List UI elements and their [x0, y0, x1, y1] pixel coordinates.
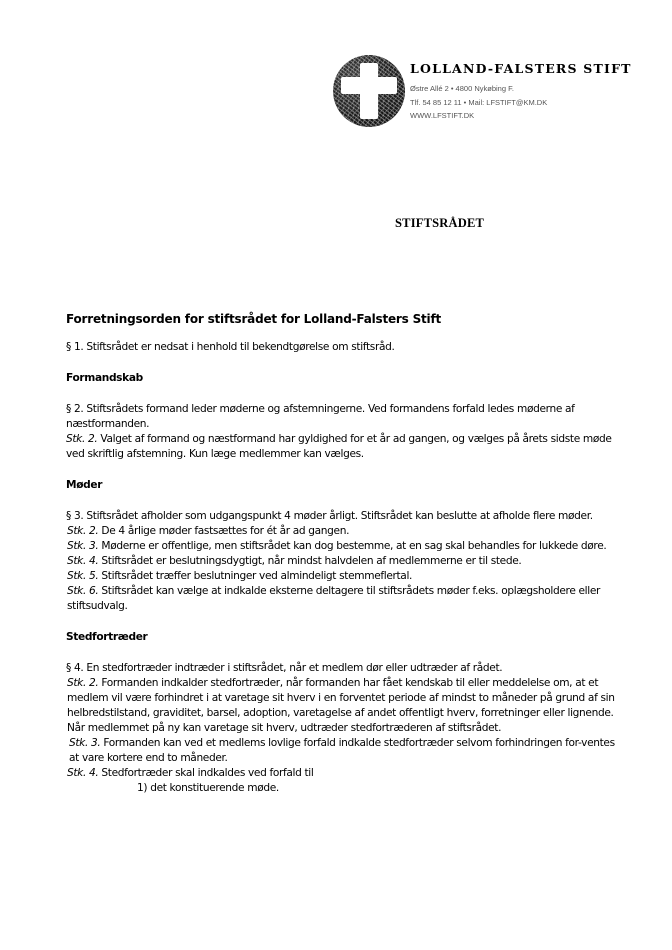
stk-label: Stk. 4.: [67, 767, 99, 779]
document-body: [66, 312, 626, 796]
list-item: 1) det konstituerende møde.: [137, 782, 279, 794]
stk-label: Stk. 5.: [67, 570, 99, 582]
section-heading-stedfortraeder: Stedfortræder: [66, 631, 148, 643]
stk-label: Stk. 2.: [66, 433, 98, 445]
org-contact: Tlf. 54 85 12 11 • Mail: LFSTIFT@KM.DK: [410, 98, 548, 107]
cross-horizontal-bar: [341, 77, 397, 94]
org-name: LOLLAND-FALSTERS STIFT: [410, 61, 632, 76]
paragraph-2: § 2. Stiftsrådets formand leder møderne og afstemningerne. Ved formandens forfald ledes møderne af næstformanden.: [66, 403, 575, 430]
org-website: WWW.LFSTIFT.DK: [410, 111, 475, 120]
paragraph-3-stk-2: [66, 524, 626, 539]
paragraph-4-stk-4: [66, 766, 626, 781]
paragraph-4-stk-3: [66, 736, 626, 766]
stk-text: Stedfortræder skal indkaldes ved forfald til: [98, 767, 314, 779]
paragraph-1: § 1. Stiftsrådet er nedsat i henhold til bekendtgørelse om stiftsråd.: [66, 341, 395, 353]
paragraph-3-stk-3: [66, 539, 626, 554]
council-title: STIFTSRÅDET: [395, 216, 485, 230]
stk-text: Formanden kan ved et medlems lovlige forfald indkalde stedfortræder selvom forhindringen for-ventes at vare kortere end to måneder.: [69, 737, 615, 764]
stk-text: Stiftsrådet er beslutningsdygtigt, når mindst halvdelen af medlemmerne er til stede.: [98, 555, 522, 567]
document-title: Forretningsorden for stiftsrådet for Lolland-Falsters Stift: [66, 312, 442, 326]
paragraph-3-stk-5: [66, 569, 626, 584]
stk-label: Stk. 4.: [67, 555, 99, 567]
stk-text: De 4 årlige møder fastsættes for ét år ad gangen.: [98, 525, 350, 537]
stk-text: Stiftsrådet kan vælge at indkalde eksterne deltagere til stiftsrådets møder f.eks. oplægsholdere eller stiftsudvalg.: [67, 585, 601, 612]
paragraph-2-stk-2: [66, 432, 626, 462]
stk-label: Stk. 2.: [67, 525, 99, 537]
stk-label: Stk. 6.: [67, 585, 99, 597]
stk-text: Valget af formand og næstformand har gyldighed for et år ad gangen, og vælges på årets sidste møde ved skriftlig afstemning. Kun læge medlemmer kan vælges.: [66, 433, 612, 460]
stk-label: Stk. 3.: [69, 737, 101, 749]
stk-text: Stiftsrådet træffer beslutninger ved almindeligt stemmeflertal.: [98, 570, 413, 582]
org-address: Østre Allé 2 • 4800 Nykøbing F.: [410, 84, 514, 93]
stk-text: Møderne er offentlige, men stiftsrådet kan dog bestemme, at en sag skal behandles for lukkede døre.: [98, 540, 607, 552]
paragraph-3-stk-6: [66, 584, 626, 614]
cross-seal-icon: [333, 55, 405, 127]
paragraph-4-stk-2: [66, 676, 626, 736]
stk-label: Stk. 2.: [67, 677, 99, 689]
section-heading-formandskab: Formandskab: [66, 372, 143, 384]
stk-text: Formanden indkalder stedfortræder, når formanden har fået kendskab til eller meddelelse om, at et medlem vil være forhindret i at varetage sit hverv i en forventet periode af mindst to måneder på grund af sin helbredstilstand, graviditet, barsel, adoption, varetagelse af andet offentligt hverv, forretninger eller lignende. Når medlemmet på ny kan varetage sit hverv, udtræder stedfortræderen af stiftsrådet.: [67, 677, 615, 734]
paragraph-3-stk-4: [66, 554, 626, 569]
section-heading-moeder: Møder: [66, 479, 103, 491]
paragraph-3: § 3. Stiftsrådet afholder som udgangspunkt 4 møder årligt. Stiftsrådet kan beslutte at afholde flere møder.: [66, 510, 593, 522]
stk-label: Stk. 3.: [67, 540, 99, 552]
paragraph-4: § 4. En stedfortræder indtræder i stiftsrådet, når et medlem dør eller udtræder af rådet.: [66, 662, 503, 674]
